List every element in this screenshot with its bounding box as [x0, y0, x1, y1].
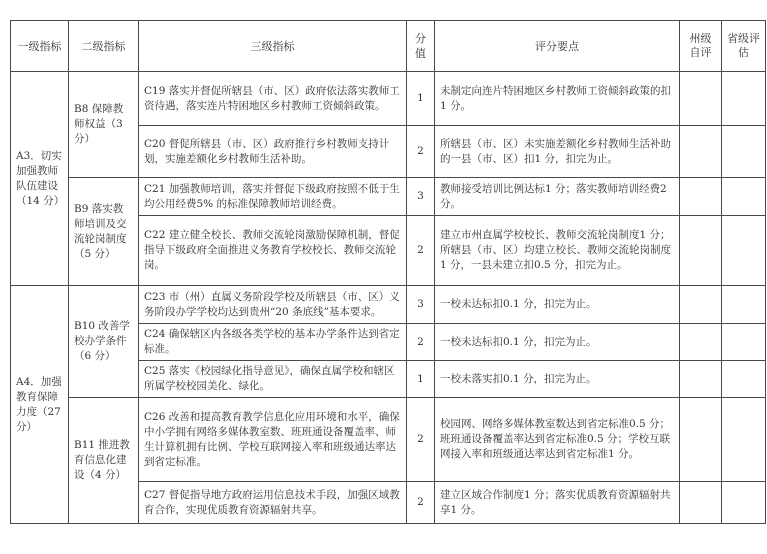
prov-eval-cell[interactable]	[722, 361, 766, 398]
state-eval-cell[interactable]	[680, 398, 722, 482]
state-eval-cell[interactable]	[680, 324, 722, 361]
evaluation-table	[10, 20, 766, 524]
criteria-cell: 建立市州直属学校校长、教师交流轮岗制度1 分；所辖县（市、区）均建立校长、教师交流轮岗制度1 分，一县未建立扣0.5 分，扣完为止。	[435, 216, 680, 286]
level3-cell: C21 加强教师培训，落实并督促下级政府按照不低于生均公用经费5% 的标准保障教师培训经费。	[139, 178, 407, 216]
level2-cell: B8 保障教师权益（3 分）	[69, 72, 139, 178]
state-eval-cell[interactable]	[680, 126, 722, 178]
header-state-eval: 州级自评	[680, 21, 722, 72]
state-eval-cell[interactable]	[680, 216, 722, 286]
level1-cell: A4．加强教育保障力度（27 分）	[11, 286, 69, 524]
level3-cell: C20 督促所辖县（市、区）政府推行乡村教师支持计划，实施差额化乡村教师生活补助。	[139, 126, 407, 178]
criteria-cell: 建立区域合作制度1 分；落实优质教育资源辐射共享1 分。	[435, 482, 680, 524]
prov-eval-cell[interactable]	[722, 482, 766, 524]
state-eval-cell[interactable]	[680, 482, 722, 524]
level3-cell: C27 督促指导地方政府运用信息技术手段，加强区域教育合作，实现优质教育资源辐射共享。	[139, 482, 407, 524]
level1-cell: A3．切实加强教师队伍建设（14 分）	[11, 72, 69, 286]
level2-cell: B9 落实教师培训及交流轮岗制度（5 分）	[69, 178, 139, 286]
level3-cell: C22 建立健全校长、教师交流轮岗激励保障机制，督促指导下级政府全面推进义务教育学校校长、教师交流轮岗。	[139, 216, 407, 286]
prov-eval-cell[interactable]	[722, 398, 766, 482]
criteria-cell: 一校未落实扣0.1 分，扣完为止。	[435, 361, 680, 398]
prov-eval-cell[interactable]	[722, 286, 766, 324]
level3-cell: C25 落实《校园绿化指导意见》，确保直属学校和辖区所属学校校园美化、绿化。	[139, 361, 407, 398]
score-cell: 2	[407, 482, 435, 524]
prov-eval-cell[interactable]	[722, 126, 766, 178]
header-level2: 二级指标	[69, 21, 139, 72]
level2-cell: B10 改善学校办学条件（6 分）	[69, 286, 139, 398]
header-level1: 一级指标	[11, 21, 69, 72]
level3-cell: C23 市（州）直属义务阶段学校及所辖县（市、区）义务阶段办学学校均达到贵州“20 条底线”基本要求。	[139, 286, 407, 324]
table-row	[11, 72, 766, 126]
header-score: 分值	[407, 21, 435, 72]
state-eval-cell[interactable]	[680, 361, 722, 398]
level2-cell: B11 推进教育信息化建设（4 分）	[69, 398, 139, 524]
table-row	[11, 286, 766, 324]
score-cell: 2	[407, 216, 435, 286]
score-cell: 1	[407, 361, 435, 398]
header-row	[11, 21, 766, 72]
score-cell: 3	[407, 178, 435, 216]
level3-cell: C26 改善和提高教育教学信息化应用环境和水平，确保中小学拥有网络多媒体教室数、班班通设备覆盖率、师生计算机拥有比例、学校互联网接入率和班级通达率达到省定标准。	[139, 398, 407, 482]
header-level3: 三级指标	[139, 21, 407, 72]
level3-cell: C24 确保辖区内各级各类学校的基本办学条件达到省定标准。	[139, 324, 407, 361]
header-prov-eval: 省级评估	[722, 21, 766, 72]
level3-cell: C19 落实并督促所辖县（市、区）政府依法落实教师工资待遇，落实连片特困地区乡村教师工资倾斜政策。	[139, 72, 407, 126]
score-cell: 2	[407, 324, 435, 361]
score-cell: 3	[407, 286, 435, 324]
criteria-cell: 校园网、网络多媒体教室数达到省定标准0.5 分；班班通设备覆盖率达到省定标准0.5 分；学校互联网接入率和班级通达率达到省定标准1 分。	[435, 398, 680, 482]
state-eval-cell[interactable]	[680, 72, 722, 126]
score-cell: 2	[407, 398, 435, 482]
criteria-cell: 一校未达标扣0.1 分，扣完为止。	[435, 286, 680, 324]
prov-eval-cell[interactable]	[722, 324, 766, 361]
criteria-cell: 教师接受培训比例达标1 分；落实教师培训经费2 分。	[435, 178, 680, 216]
state-eval-cell[interactable]	[680, 178, 722, 216]
table-row	[11, 178, 766, 216]
prov-eval-cell[interactable]	[722, 72, 766, 126]
prov-eval-cell[interactable]	[722, 216, 766, 286]
header-criteria: 评分要点	[435, 21, 680, 72]
criteria-cell: 所辖县（市、区）未实施差额化乡村教师生活补助的一县（市、区）扣1 分，扣完为止。	[435, 126, 680, 178]
table-row	[11, 398, 766, 482]
score-cell: 1	[407, 72, 435, 126]
prov-eval-cell[interactable]	[722, 178, 766, 216]
criteria-cell: 一校未达标扣0.1 分，扣完为止。	[435, 324, 680, 361]
score-cell: 2	[407, 126, 435, 178]
criteria-cell: 未制定向连片特困地区乡村教师工资倾斜政策的扣1 分。	[435, 72, 680, 126]
state-eval-cell[interactable]	[680, 286, 722, 324]
